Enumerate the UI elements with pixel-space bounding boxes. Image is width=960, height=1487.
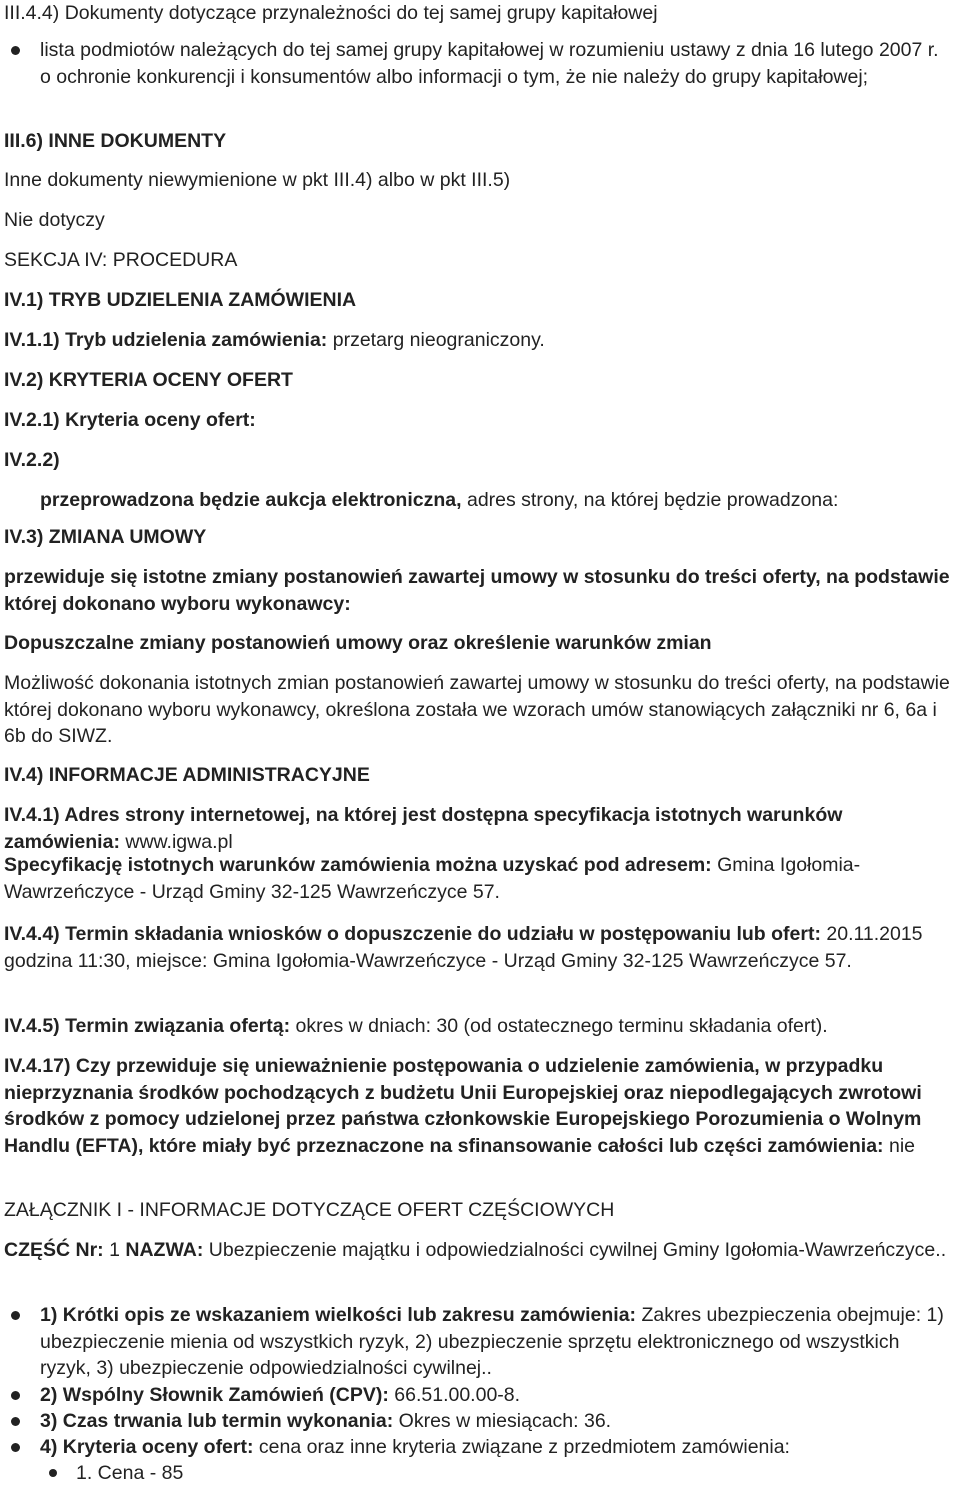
field-label: IV.4.1) Adres strony internetowej, na której jest dostępna specyfikacja istotnych warunków zamówienia: [4, 804, 843, 853]
heading-iv-2-1: IV.2.1) Kryteria oceny ofert: [4, 409, 256, 431]
field-label: 3) Czas trwania lub termin wykonania: [40, 1410, 394, 1432]
spec-address [4, 852, 950, 905]
heading-iv-3: IV.3) ZMIANA UMOWY [4, 526, 207, 548]
spec-url [4, 802, 950, 855]
section-title: SEKCJA IV: PROCEDURA [4, 249, 238, 271]
field-label: IV.4.17) Czy przewiduje się unieważnienie postępowania o udzielenie zamówienia, w przypadku nieprzyznania środków pochodzących z budżetu Unii Europejskiej oraz niepodlegających zwrotowi środków z pomocy udzielonej przez państwa członkowskie Europejskiego Porozumienia o Wolnym Handlu (EFTA), które miały być przeznaczone na sfinansowanie całości lub części zamówienia: [4, 1055, 922, 1157]
list-item-text: lista podmiotów należących do tej samej grupy kapitałowej w rozumieniu ustawy z dnia 16 lutego 2007 r. o ochronie konkurencji i konsumentów albo informacji o tym, że nie należy do grupy kapitałowej; [40, 39, 939, 88]
paragraph: Nie dotyczy [4, 209, 105, 231]
field-label: 1) Krótki opis ze wskazaniem wielkości lub zakresu zamówienia: [40, 1304, 637, 1326]
criterion-text: 1. Cena - 85 [76, 1462, 184, 1484]
heading-iii-6: III.6) INNE DOKUMENTY [4, 130, 227, 152]
field-value: adres strony, na której będzie prowadzona: [466, 489, 839, 511]
field-value: Ubezpieczenie majątku i odpowiedzialności cywilnej Gminy Igołomia-Wawrzeńczyce.. [208, 1239, 947, 1261]
field-label: IV.1.1) Tryb udzielenia zamówienia: [4, 329, 328, 351]
cancellation-clause [4, 1053, 950, 1159]
field-value: Gmina Igołomia-Wawrzeńczyce - Urząd Gminy 32-125 Wawrzeńczyce 57. [4, 854, 861, 903]
heading-iv-4: IV.4) INFORMACJE ADMINISTRACYJNE [4, 764, 370, 786]
field-label: 2) Wspólny Słownik Zamówień (CPV): [40, 1384, 389, 1406]
change-heading: Dopuszczalne zmiany postanowień umowy oraz określenie warunków zmian [4, 632, 712, 654]
bullet-icon [11, 1391, 20, 1400]
field-label: 4) Kryteria oceny ofert: [40, 1436, 254, 1458]
bullet-icon [11, 1417, 20, 1426]
field-label: Specyfikację istotnych warunków zamówienia można uzyskać pod adresem: [4, 854, 712, 876]
field-value: przetarg nieograniczony. [332, 329, 545, 351]
bullet-icon [11, 1443, 20, 1452]
bullet-icon [49, 1469, 57, 1477]
change-text: Możliwość dokonania istotnych zmian postanowień zawartej umowy w stosunku do treści oferty, na podstawie której dokonano wyboru wykonawcy, określona została we wzorach umów stanowiących załączniki nr 6, 6a i 6b do SIWZ. [4, 672, 950, 747]
binding-period [4, 1013, 950, 1040]
spec-link[interactable]: www.igwa.pl [125, 830, 233, 853]
submission-deadline [4, 921, 950, 974]
list-item [40, 1382, 950, 1409]
heading-iv-2: IV.2) KRYTERIA OCENY OFERT [4, 369, 293, 391]
bullet-icon [11, 1311, 20, 1320]
field-value: 20.11.2015 godzina 11:30, miejsce: Gmina Igołomia-Wawrzeńczyce - Urząd Gminy 32-125 Wawrzeńczyce 57. [4, 923, 923, 972]
procedure-mode [4, 327, 950, 354]
bullet-icon [11, 46, 20, 55]
field-label: IV.4.4) Termin składania wniosków o dopuszczenie do udziału w postępowaniu lub ofert: [4, 923, 821, 945]
list-item [40, 1408, 950, 1435]
heading-iv-1: IV.1) TRYB UDZIELENIA ZAMÓWIENIA [4, 289, 357, 311]
list-item [40, 37, 950, 90]
heading-iii-4-4: III.4.4) Dokumenty dotyczące przynależności do tej samej grupy kapitałowej [4, 2, 658, 24]
field-value: okres w dniach: 30 (od ostatecznego terminu składania ofert). [295, 1015, 828, 1037]
field-label: NAZWA: [125, 1239, 204, 1261]
field-label: CZĘŚĆ Nr: [4, 1239, 104, 1261]
auction-info [40, 487, 950, 514]
field-value: nie [888, 1134, 915, 1157]
change-question: przewiduje się istotne zmiany postanowień zawartej umowy w stosunku do treści oferty, na podstawie której dokonano wyboru wykonawcy: [4, 566, 950, 615]
field-label: przeprowadzona będzie aukcja elektroniczna, [40, 489, 462, 511]
list-item [40, 1434, 950, 1461]
annex-part [4, 1237, 950, 1264]
field-value: 1 [109, 1239, 120, 1261]
sub-list-item [76, 1460, 950, 1487]
heading-iv-2-2: IV.2.2) [4, 449, 60, 471]
field-value: cena oraz inne kryteria związane z przedmiotem zamówienia: [258, 1436, 790, 1458]
field-value: Zakres ubezpieczenia obejmuje: 1) ubezpieczenie mienia od wszystkich ryzyk, 2) ubezpieczenie sprzętu elektronicznego od wszystkich ryzyk, 3) ubezpieczenie odpowiedzialności cywilnej.. [40, 1304, 944, 1379]
paragraph: Inne dokumenty niewymienione w pkt III.4) albo w pkt III.5) [4, 169, 511, 191]
list-item [40, 1302, 950, 1382]
field-value: Okres w miesiącach: 36. [398, 1410, 612, 1432]
annex-title: ZAŁĄCZNIK I - INFORMACJE DOTYCZĄCE OFERT CZĘŚCIOWYCH [4, 1199, 615, 1221]
field-value: 66.51.00.00-8. [394, 1384, 521, 1406]
field-label: IV.4.5) Termin związania ofertą: [4, 1015, 291, 1037]
